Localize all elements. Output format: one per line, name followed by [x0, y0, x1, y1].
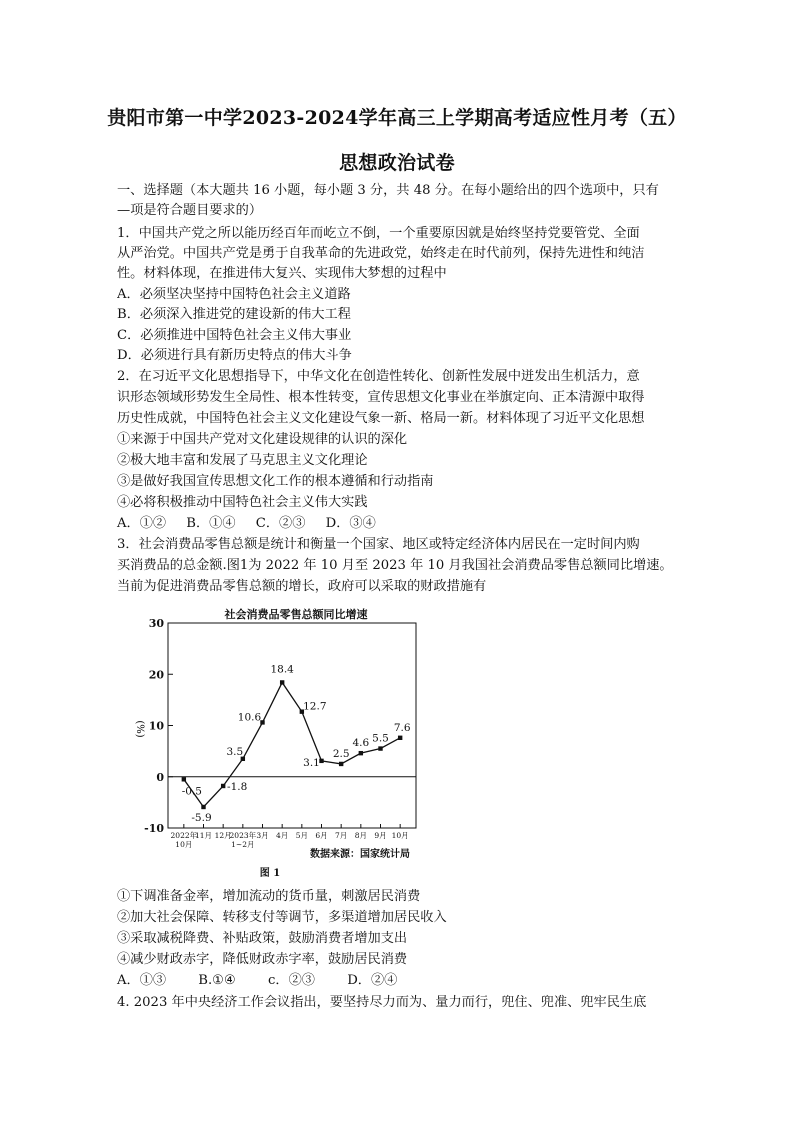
data-point [319, 759, 323, 763]
y-axis [144, 617, 416, 835]
x-tick-label: 10月 [175, 840, 193, 849]
q2-stem: 2．在习近平文化思想指导下，中华文化在创造性转化、创新性发展中迸发出生机活力，意 [117, 369, 640, 384]
x-tick-label: 10月 [391, 831, 409, 840]
x-tick-label: 1~2月 [231, 840, 255, 849]
q2-stem: 识形态领域形势发生全局性、根本性转变，宣传思想文化事业在举旗定向、正本清源中取得 [117, 390, 645, 405]
data-label: 18.4 [270, 663, 294, 676]
data-label: 3.5 [226, 745, 244, 758]
data-point [398, 736, 402, 740]
data-labels [182, 663, 411, 824]
x-tick-label: 9月 [374, 831, 387, 840]
q2-option-a: A．①② [117, 516, 167, 531]
q2-option-b: B．①④ [186, 516, 236, 531]
y-axis-label: (%) [134, 720, 145, 738]
data-point [359, 751, 363, 755]
x-tick-label: 3月 [256, 831, 269, 840]
x-tick-label: 2022年 [170, 831, 198, 840]
x-tick-label: 2023年 [229, 831, 257, 840]
data-label: 10.6 [237, 711, 262, 724]
data-point [339, 762, 343, 766]
q1-option-c: C．必须推进中国特色社会主义伟大事业 [117, 328, 352, 343]
q3-stem: 3．社会消费品零售总额是统计和衡量一个国家、地区或特定经济体内居民在一定时间内购 [117, 537, 640, 552]
q1-stem: 1．中国共产党之所以能历经百年而屹立不倒，一个重要原因就是始终坚持党要管党、全面 [117, 226, 640, 241]
data-point [378, 746, 382, 750]
x-tick-label: 6月 [315, 831, 328, 840]
x-tick-label: 4月 [276, 831, 289, 840]
y-tick-label: 10 [148, 719, 164, 733]
q1-option-a: A．必须坚决坚持中国特色社会主义道路 [117, 287, 351, 302]
chart-title: 社会消费品零售总额同比增速 [224, 608, 368, 621]
exam-title: 贵阳市第一中学2023-2024学年高三上学期高考适应性月考（五） [107, 107, 687, 129]
data-point [221, 784, 225, 788]
y-tick-label: 0 [156, 770, 164, 784]
q4-stem: 4. 2023 年中央经济工作会议指出，要坚持尽力而为、量力而行，兜住、兜准、兜牢民生底 [117, 995, 647, 1010]
q3-option-b: B.①④ [198, 973, 236, 988]
data-point [201, 805, 205, 809]
data-label: 7.6 [393, 721, 411, 734]
data-label: 5.5 [372, 732, 389, 745]
x-tick-label: 7月 [335, 831, 348, 840]
data-points [182, 680, 403, 809]
q2-item-4: ④必将积极推动中国特色社会主义伟大实践 [117, 495, 368, 510]
q1-option-b: B．必须深入推进党的建设新的伟大工程 [117, 307, 351, 322]
data-point [182, 777, 186, 781]
q2-item-3: ③是做好我国宣传思想文化工作的根本遵循和行动指南 [117, 474, 434, 489]
data-label: 4.6 [352, 737, 370, 750]
x-tick-label: 11月 [194, 831, 213, 840]
data-label: -1.8 [227, 780, 248, 793]
data-label: -5.9 [191, 811, 212, 824]
q1-stem: 从严治党。中国共产党是勇于自我革命的先进政党，始终走在时代前列，保持先进性和纯洁 [117, 246, 645, 261]
data-label: 12.7 [303, 700, 327, 713]
data-label: 3.1 [303, 756, 320, 769]
q1-stem: 性。材料体现，在推进伟大复兴、实现伟大梦想的过程中 [117, 266, 447, 281]
section-intro: 一、选择题（本大题共 16 小题，每小题 3 分，共 48 分。在每小题给出的四个选项中，只有 [117, 183, 659, 198]
plot-frame [168, 623, 416, 828]
data-label: -0.5 [181, 785, 202, 798]
q2-option-c: C．②③ [255, 516, 306, 531]
q2-item-2: ②极大地丰富和发展了马克思主义文化理论 [117, 453, 368, 468]
data-point [280, 680, 284, 684]
q3-stem: 买消费品的总金额.图1为 2022 年 10 月至 2023 年 10 月我国社会消费品零售总额同比增速。 [117, 558, 673, 573]
q2-item-1: ①来源于中国共产党对文化建设规律的认识的深化 [117, 432, 408, 447]
chart-source: 数据来源：国家统计局 [310, 849, 410, 860]
data-label: 2.5 [332, 747, 350, 760]
y-tick-label: -10 [144, 822, 164, 835]
figure-caption: 图 1 [259, 868, 281, 878]
q3-item-1: ①下调准备金率，增加流动的货币量，刺激居民消费 [117, 889, 421, 904]
q3-item-3: ③采取减税降费、补贴政策，鼓励消费者增加支出 [117, 931, 408, 946]
retail-sales-growth-chart [128, 603, 428, 878]
x-tick-label: 8月 [354, 831, 367, 840]
exam-subtitle: 思想政治试卷 [339, 152, 455, 174]
section-intro: —项是符合题目要求的） [117, 203, 263, 218]
q2-options [117, 514, 392, 534]
x-tick-label: 12月 [214, 831, 232, 840]
q3-stem: 当前为促进消费品零售总额的增长，政府可以采取的财政措施有 [117, 579, 487, 594]
x-tick-label: 5月 [295, 831, 308, 840]
q3-option-c: c．②③ [268, 973, 315, 988]
q3-option-d: D．②④ [347, 973, 398, 988]
y-tick-label: 30 [148, 617, 164, 630]
q3-item-2: ②加大社会保障、转移支付等调节，多渠道增加居民收入 [117, 910, 447, 925]
q1-option-d: D．必须进行具有新历史特点的伟大斗争 [117, 348, 352, 363]
q2-stem: 历史性成就，中国特色社会主义文化建设气象一新、格局一新。材料体现了习近平文化思想 [117, 411, 645, 426]
y-tick-label: 20 [148, 668, 164, 682]
q2-option-d: D．③④ [325, 516, 376, 531]
q3-options [117, 971, 413, 991]
q3-item-4: ④减少财政赤字，降低财政赤字率，鼓励居民消费 [117, 952, 408, 967]
q3-option-a: A．①③ [117, 973, 167, 988]
